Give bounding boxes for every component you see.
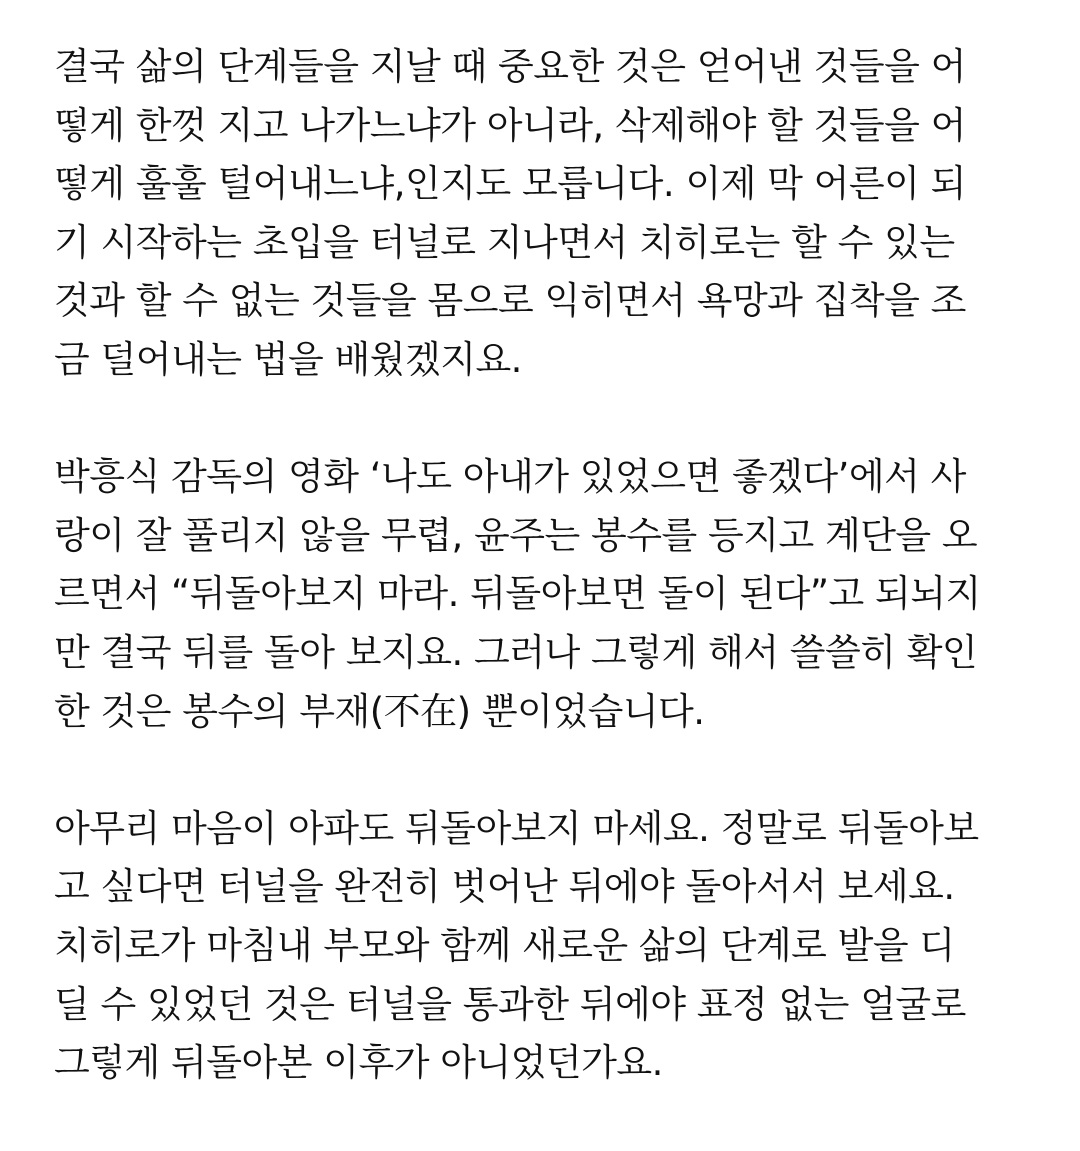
text-line: 딜 수 있었던 것은 터널을 통과한 뒤에야 표정 없는 얼굴로 xyxy=(54,982,966,1026)
text-line: 만 결국 뒤를 돌아 보지요. 그러나 그렇게 해서 쓸쓸히 확인 xyxy=(54,630,978,674)
text-line: 치히로가 마침내 부모와 함께 새로운 삶의 단계로 발을 디 xyxy=(54,923,955,967)
text-line: 한 것은 봉수의 부재(不在) 뿐이었습니다. xyxy=(54,689,705,733)
text-line: 고 싶다면 터널을 완전히 벗어난 뒤에야 돌아서서 보세요. xyxy=(54,865,955,909)
text-line: 떻게 훌훌 털어내느냐,인지도 모릅니다. 이제 막 어른이 되 xyxy=(54,162,966,206)
article-body xyxy=(54,38,1064,1151)
text-line: 르면서 “뒤돌아보지 마라. 뒤돌아보면 돌이 된다”고 되뇌지 xyxy=(54,572,981,616)
text-line: 랑이 잘 풀리지 않을 무렵, 윤주는 봉수를 등지고 계단을 오 xyxy=(54,513,978,557)
text-line: 기 시작하는 초입을 터널로 지나면서 치히로는 할 수 있는 xyxy=(54,220,955,264)
paragraph-3 xyxy=(54,800,1064,1093)
text-line: 떻게 한껏 지고 나가느냐가 아니라, 삭제해야 할 것들을 어 xyxy=(54,103,966,147)
text-line: 그렇게 뒤돌아본 이후가 아니었던가요. xyxy=(54,1041,663,1085)
text-line: 아무리 마음이 아파도 뒤돌아보지 마세요. 정말로 뒤돌아보 xyxy=(54,806,979,850)
text-line: 결국 삶의 단계들을 지날 때 중요한 것은 얻어낸 것들을 어 xyxy=(54,45,966,88)
paragraph-1 xyxy=(54,38,1064,390)
text-line: 금 덜어내는 법을 배웠겠지요. xyxy=(54,337,522,381)
paragraph-2 xyxy=(54,448,1064,741)
text-line: 것과 할 수 없는 것들을 몸으로 익히면서 욕망과 집착을 조 xyxy=(54,279,966,323)
text-line: 박흥식 감독의 영화 ‘나도 아내가 있었으면 좋겠다’에서 사 xyxy=(54,455,966,499)
